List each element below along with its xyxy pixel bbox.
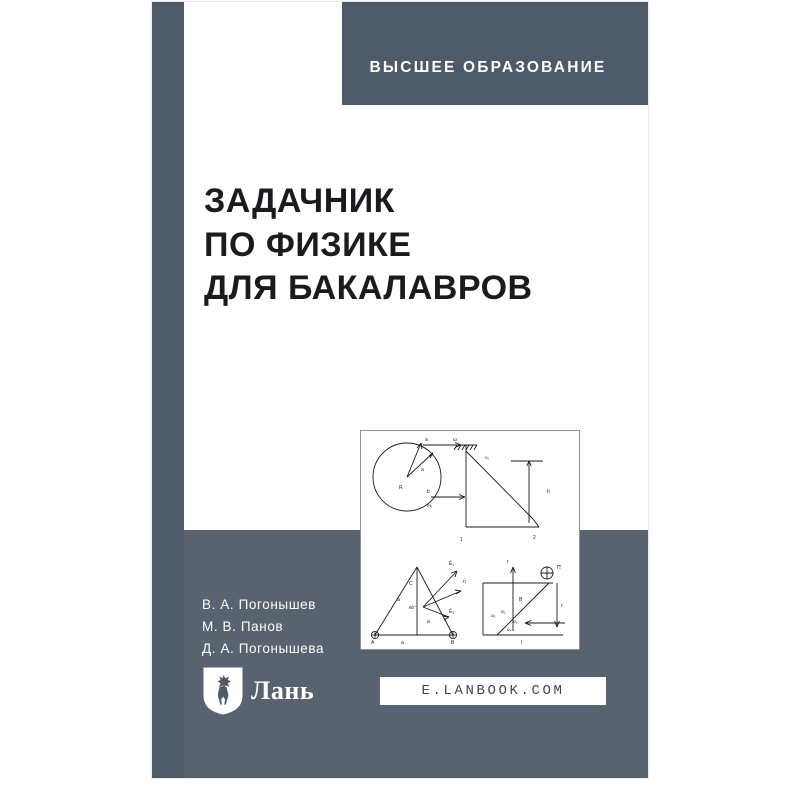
author-1: В. А. Погонышев: [202, 597, 317, 612]
author-list: [202, 594, 324, 660]
svg-text:ω: ω: [453, 437, 457, 443]
publisher-logo: [202, 662, 352, 720]
website-box: [380, 677, 606, 705]
series-banner-label: ВЫСШЕЕ ОБРАЗОВАНИЕ: [369, 59, 607, 76]
svg-text:a: a: [401, 640, 404, 646]
publisher-name: Лань: [251, 676, 315, 705]
svg-text:n̄: n̄: [463, 579, 466, 585]
author-3: Д. А. Погонышева: [202, 640, 325, 656]
svg-text:a: a: [427, 619, 430, 625]
svg-text:П̄: П̄: [557, 565, 561, 571]
svg-text:Ē₁: Ē₁: [449, 561, 455, 567]
svg-text:r: r: [507, 559, 509, 565]
svg-text:m₁: m₁: [427, 503, 433, 508]
svg-text:a: a: [425, 437, 428, 443]
svg-text:v₀: v₀: [485, 455, 490, 460]
svg-text:B: B: [451, 640, 455, 646]
svg-text:a: a: [397, 597, 400, 603]
series-banner: [342, 2, 648, 105]
svg-text:60°: 60°: [409, 605, 416, 610]
svg-text:α₂: α₂: [501, 609, 506, 614]
website-label: E.LANBOOK.COM: [421, 683, 565, 699]
svg-text:α₄: α₄: [507, 627, 512, 632]
svg-text:C: C: [409, 581, 413, 587]
svg-text:B: B: [519, 597, 523, 603]
title-line-2: ПО ФИЗИКЕ: [204, 225, 412, 264]
page-title: [204, 180, 624, 311]
figure-panel: [360, 430, 580, 650]
svg-text:1: 1: [460, 537, 463, 543]
deer-shield-icon: [202, 666, 244, 716]
svg-text:b: b: [427, 489, 430, 495]
book-cover: [152, 2, 648, 778]
cover-spine-strip: [152, 2, 184, 778]
svg-text:α₃: α₃: [491, 613, 496, 618]
svg-text:α₁: α₁: [513, 619, 518, 624]
svg-text:h: h: [547, 489, 550, 495]
author-2: М. В. Панов: [202, 618, 284, 634]
title-line-1: ЗАДАЧНИК: [204, 182, 395, 220]
svg-text:R: R: [399, 485, 403, 491]
physics-diagrams-svg: [361, 431, 577, 647]
svg-text:A: A: [371, 640, 375, 646]
svg-text:a: a: [421, 467, 424, 473]
svg-text:Ē₂: Ē₂: [449, 609, 455, 615]
svg-text:2: 2: [533, 535, 536, 541]
title-line-3: ДЛЯ БАКАЛАВРОВ: [204, 269, 533, 308]
svg-text:l: l: [521, 640, 523, 646]
svg-text:r: r: [561, 603, 563, 609]
